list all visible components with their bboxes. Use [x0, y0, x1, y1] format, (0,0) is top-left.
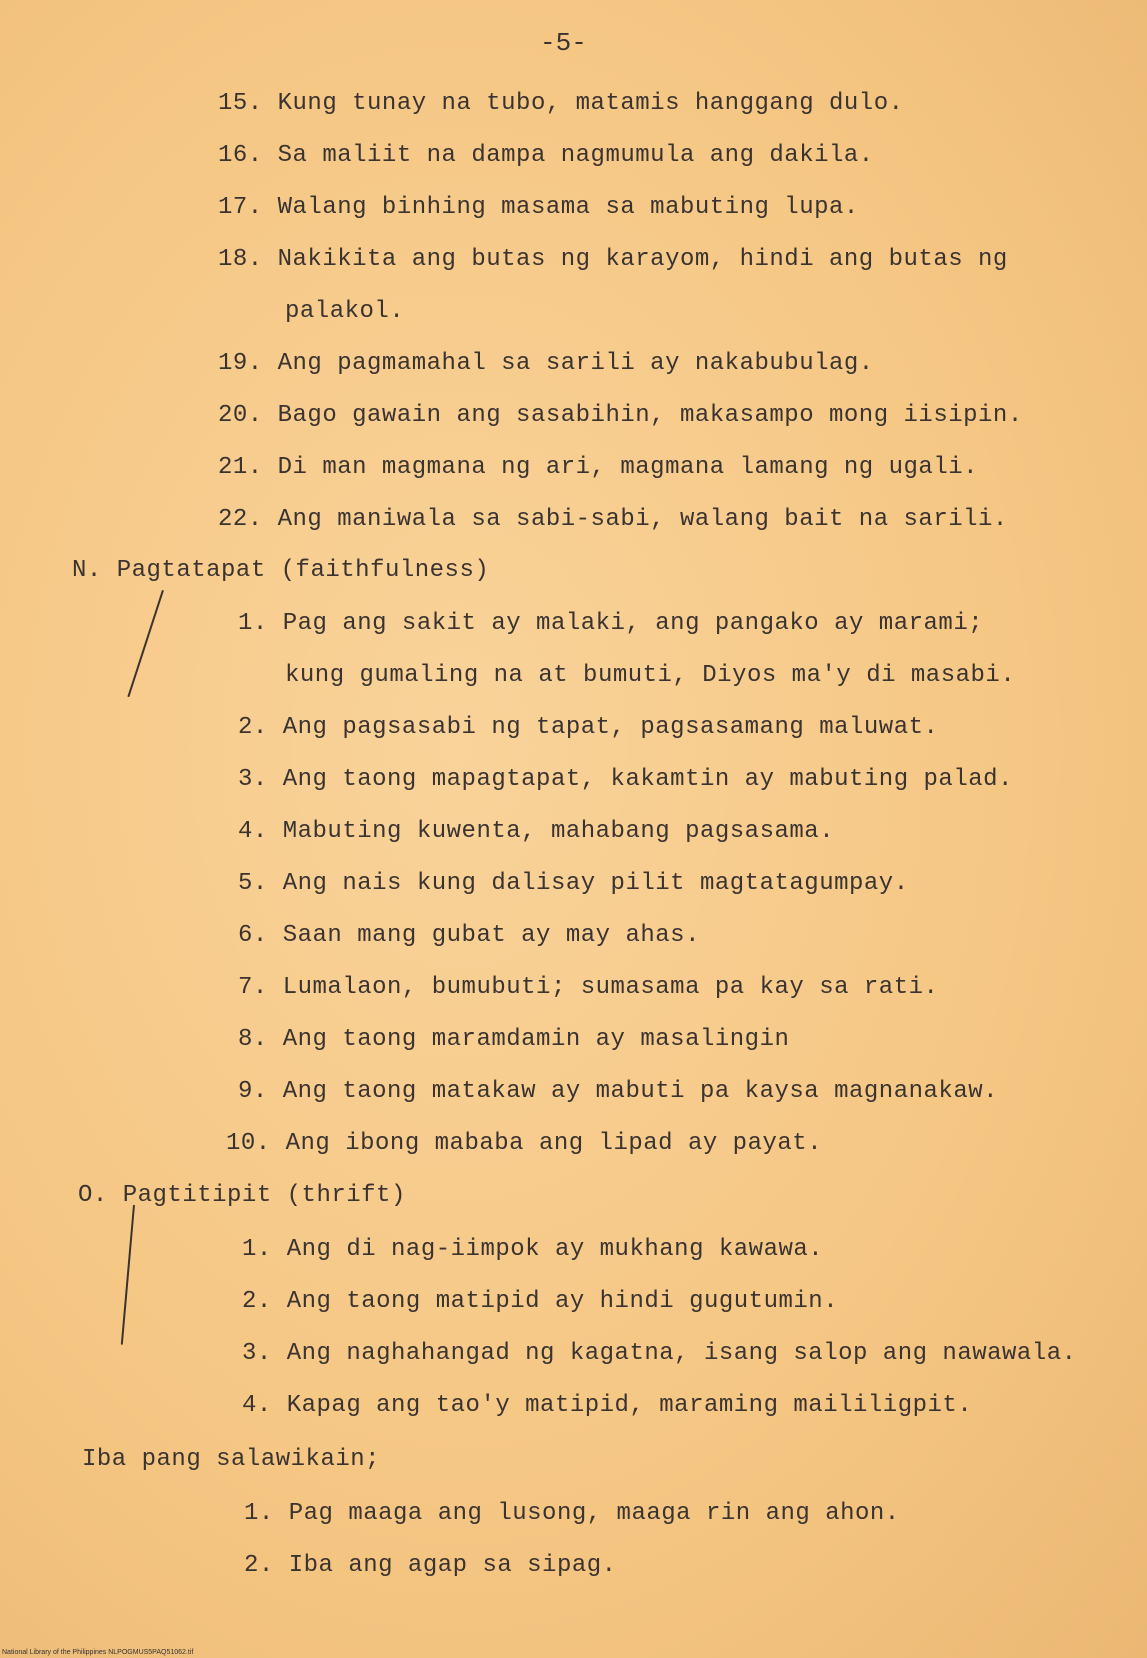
- proverb-line: 9. Ang taong matakaw ay mabuti pa kaysa magnanakaw.: [238, 1078, 999, 1105]
- proverb-line: 18. Nakikita ang butas ng karayom, hindi ang butas ng: [218, 246, 1008, 273]
- proverb-continuation: palakol.: [285, 298, 405, 325]
- archive-footer: National Library of the Philippines NLPOGMUS5PAQ51062.tif: [2, 1649, 194, 1656]
- proverb-line: 1. Pag maaga ang lusong, maaga rin ang ahon.: [244, 1500, 900, 1527]
- proverb-line: 3. Ang taong mapagtapat, kakamtin ay mabuting palad.: [238, 766, 1013, 793]
- proverb-line: 6. Saan mang gubat ay may ahas.: [238, 922, 700, 949]
- proverb-line: 17. Walang binhing masama sa mabuting lupa.: [218, 194, 859, 221]
- proverb-line: 4. Mabuting kuwenta, mahabang pagsasama.: [238, 818, 835, 845]
- proverb-line: 7. Lumalaon, bumubuti; sumasama pa kay sa rati.: [238, 974, 939, 1001]
- proverb-line: 10. Ang ibong mababa ang lipad ay payat.: [226, 1130, 823, 1157]
- handwritten-margin-mark: [127, 590, 164, 697]
- proverb-line: 8. Ang taong maramdamin ay masalingin: [238, 1026, 790, 1053]
- section-heading: O. Pagtitipit (thrift): [78, 1182, 406, 1209]
- proverb-line: 21. Di man magmana ng ari, magmana lamang ng ugali.: [218, 454, 979, 481]
- proverb-line: 3. Ang naghahangad ng kagatna, isang salop ang nawawala.: [242, 1340, 1077, 1367]
- proverb-line: 19. Ang pagmamahal sa sarili ay nakabubulag.: [218, 350, 874, 377]
- proverb-line: 5. Ang nais kung dalisay pilit magtatagumpay.: [238, 870, 909, 897]
- proverb-line: 16. Sa maliit na dampa nagmumula ang dakila.: [218, 142, 874, 169]
- proverb-line: 2. Ang pagsasabi ng tapat, pagsasamang maluwat.: [238, 714, 939, 741]
- proverb-continuation: kung gumaling na at bumuti, Diyos ma'y di masabi.: [285, 662, 1016, 689]
- proverb-line: 20. Bago gawain ang sasabihin, makasampo mong iisipin.: [218, 402, 1023, 429]
- proverb-line: 15. Kung tunay na tubo, matamis hanggang dulo.: [218, 90, 904, 117]
- proverb-line: 4. Kapag ang tao'y matipid, maraming maililigpit.: [242, 1392, 973, 1419]
- proverb-line: 2. Ang taong matipid ay hindi gugutumin.: [242, 1288, 839, 1315]
- proverb-line: 1. Ang di nag-iimpok ay mukhang kawawa.: [242, 1236, 824, 1263]
- handwritten-margin-mark: [121, 1205, 135, 1345]
- section-heading: Iba pang salawikain;: [82, 1446, 381, 1473]
- proverb-line: 22. Ang maniwala sa sabi-sabi, walang bait na sarili.: [218, 506, 1008, 533]
- page-number: -5-: [540, 28, 587, 58]
- proverb-line: 1. Pag ang sakit ay malaki, ang pangako ay marami;: [238, 610, 984, 637]
- section-heading: N. Pagtatapat (faithfulness): [72, 557, 490, 584]
- proverb-line: 2. Iba ang agap sa sipag.: [244, 1552, 617, 1579]
